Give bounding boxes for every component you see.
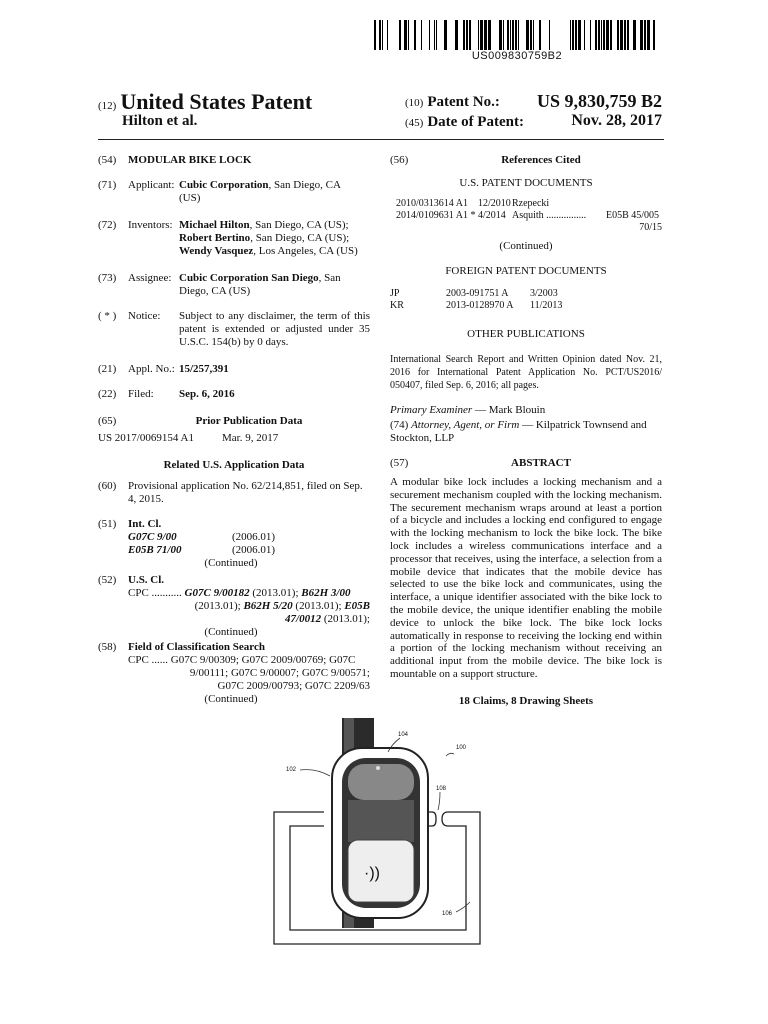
ref-label-100: 100 xyxy=(456,745,467,751)
header-rule xyxy=(98,139,664,140)
patent-number: US 9,830,759 B2 xyxy=(536,91,662,111)
patent-no-label: Patent No.: xyxy=(427,94,500,110)
doc-name: Rzepecki xyxy=(512,198,550,209)
attorney-label: Attorney, Agent, or Firm xyxy=(411,419,520,431)
barcode-bar xyxy=(595,20,597,50)
cpc-class: B62H 3/00 xyxy=(301,587,351,599)
ref-label-108: 108 xyxy=(436,786,447,792)
field-label: Assignee: xyxy=(128,272,172,284)
applicant-country: (US) xyxy=(179,192,201,204)
assignee-field xyxy=(98,272,370,298)
cpc-class: 47/0012 xyxy=(285,613,322,625)
applicant-name: Cubic Corporation xyxy=(179,179,269,191)
provisional-field xyxy=(98,480,370,506)
assignee-location: , San xyxy=(318,272,341,284)
right-column xyxy=(390,154,662,708)
inventors-value xyxy=(179,219,358,258)
barcode-bar xyxy=(463,20,465,50)
prior-pub-date: Mar. 9, 2017 xyxy=(222,432,279,444)
date-label: Date of Patent: xyxy=(427,114,524,130)
field-code: (51) xyxy=(98,518,117,530)
int-cl-field xyxy=(98,518,370,531)
abstract-text: A modular bike lock includes a locking mechanism and a securement mechanism coupled with the locking mechanism. The securement mechanism wraps around at least a portion of a bicycle and includes a locking end configured to engage with the locking mechanism to lock the bike lock. The bike lock includes a wireless communications interface and a processor that receives, using the interface, a selection from a mobile device that indicates that the mobile device has selected to use the bike lock and communicates, using the interface, a unique identifier associated with the bike lock to the mobile device, the unique identifier enabling the mobile device to unlock the bike lock. The bike lock locks automatically in response to receiving the locking end within a portion of the locking mechanism without receiving an additional input from the mobile device. The bike lock is mountable on a support structure. xyxy=(390,476,662,680)
barcode-bar xyxy=(429,20,430,50)
claims-count: 18 Claims, 8 Drawing Sheets xyxy=(458,694,594,707)
cpc-version: (2013.01); xyxy=(292,600,345,612)
patent-number-line xyxy=(405,93,500,111)
field-code: (72) xyxy=(98,219,117,231)
int-cl-continued: (Continued) xyxy=(204,557,258,569)
int-cl-class: E05B 71/00 xyxy=(128,544,182,556)
barcode-bar xyxy=(549,20,550,50)
prior-pub-row xyxy=(98,432,370,445)
us-docs-continued: (Continued) xyxy=(499,240,553,252)
barcode-bar xyxy=(620,20,623,50)
barcode-bar xyxy=(444,20,447,50)
field-search-field xyxy=(98,641,370,654)
field-code: (21) xyxy=(98,363,117,375)
field-search-line: G07C 2009/00793; G07C 2209/63 xyxy=(217,680,370,692)
doc-number: 2003-091751 A xyxy=(446,288,509,299)
barcode-bar xyxy=(590,20,591,50)
applicant-value xyxy=(179,179,341,205)
field-label: Int. Cl. xyxy=(128,518,162,530)
attorney-name: — Kilpatrick Townsend and Stockton, LLP xyxy=(390,419,647,444)
inventor-name: Wendy Vasquez xyxy=(179,245,254,257)
us-cl-cpc xyxy=(98,587,370,626)
applicant-field xyxy=(98,179,370,205)
barcode-bar xyxy=(478,20,479,50)
doc-date: 12/2010 xyxy=(478,198,511,209)
field-code: ( * ) xyxy=(98,310,117,322)
field-label: Field of Classification Search xyxy=(128,641,265,653)
other-pubs-text: International Search Report and Written Opinion dated Nov. 21, 2016 for International Patent Application No. PCT/US2016/ 050407, filed Sep. 6, 2016; all pages. xyxy=(390,354,662,391)
barcode-bar xyxy=(503,20,504,50)
barcode-bar xyxy=(387,20,388,50)
applicant-location: , San Diego, CA xyxy=(268,179,341,191)
other-pubs-heading: OTHER PUBLICATIONS xyxy=(467,328,585,340)
barcode-bar xyxy=(575,20,577,50)
doc-name: Asquith ................ xyxy=(512,210,587,221)
field-label: Appl. No.: xyxy=(128,363,175,375)
field-code: (73) xyxy=(98,272,117,284)
field-code: (74) xyxy=(390,419,409,431)
examiner-line xyxy=(390,404,662,417)
field-label: Inventors: xyxy=(128,219,173,231)
field-code: (56) xyxy=(390,154,409,166)
barcode-bar xyxy=(379,20,381,50)
barcode-bar xyxy=(507,20,509,50)
assignee-name: Cubic Corporation San Diego xyxy=(179,272,319,284)
field-label: U.S. Cl. xyxy=(128,574,165,586)
foreign-docs-list xyxy=(390,288,662,312)
barcode-bar xyxy=(640,20,643,50)
cpc-version: (2013.01); xyxy=(249,587,302,599)
field-search-lines xyxy=(98,654,370,693)
filed-value: Sep. 6, 2016 xyxy=(179,388,235,400)
barcode-bar xyxy=(484,20,487,50)
patent-no-code: (10) xyxy=(405,97,424,109)
field-code: (58) xyxy=(98,641,117,653)
doc-number: 2013-0128970 A xyxy=(446,300,514,311)
barcode-bar xyxy=(434,20,435,50)
field-code: (52) xyxy=(98,574,117,586)
wireless-icon: ·)) xyxy=(364,865,380,882)
attorney-line xyxy=(390,419,662,445)
inventors-short: Hilton et al. xyxy=(122,113,198,129)
field-search-continued: (Continued) xyxy=(204,693,258,705)
barcode-bar xyxy=(603,20,605,50)
barcode xyxy=(374,20,660,50)
barcode-bar xyxy=(572,20,574,50)
prior-pub-number: US 2017/0069154 A1 xyxy=(98,432,194,444)
doc-date: 4/2014 xyxy=(478,210,506,221)
int-cl-version: (2006.01) xyxy=(232,544,276,556)
filed-field xyxy=(98,388,370,401)
barcode-bar xyxy=(530,20,532,50)
front-drawing xyxy=(260,712,520,962)
cpc-version: (2013.01); xyxy=(194,600,244,612)
barcode-bar xyxy=(455,20,458,50)
publication-type: United States Patent xyxy=(120,89,313,114)
indicator-light xyxy=(376,766,380,770)
publication-type-line xyxy=(98,89,312,115)
provisional-text: Provisional application No. 62/214,851, filed on Sep. 4, 2015. xyxy=(128,480,363,505)
doc-class: E05B 45/005 xyxy=(606,210,660,221)
us-doc-row xyxy=(396,198,662,210)
ref-label-102: 102 xyxy=(286,767,297,773)
doc-class-2: 70/15 xyxy=(639,222,662,233)
doc-date: 3/2003 xyxy=(530,288,558,299)
left-column xyxy=(98,154,370,706)
barcode-bar xyxy=(488,20,491,50)
us-cl-continued: (Continued) xyxy=(204,626,258,638)
leader-108 xyxy=(438,792,440,810)
barcode-bar xyxy=(512,20,514,50)
barcode-bar xyxy=(610,20,612,50)
barcode-bar xyxy=(584,20,585,50)
barcode-bar xyxy=(570,20,571,50)
inventors-field xyxy=(98,219,370,258)
int-cl-version: (2006.01) xyxy=(232,531,276,543)
field-label: Applicant: xyxy=(128,179,175,191)
appl-no-field xyxy=(98,363,370,376)
cpc-class: G07C 9/00182 xyxy=(184,587,250,599)
field-code: (60) xyxy=(98,480,117,492)
field-code: (54) xyxy=(98,154,117,166)
field-label: Notice: xyxy=(128,310,161,322)
field-label: Filed: xyxy=(128,388,154,400)
notice-field xyxy=(98,310,370,349)
prior-pub-heading: Prior Publication Data xyxy=(195,415,303,427)
doc-country: JP xyxy=(390,288,400,299)
field-code: (22) xyxy=(98,388,117,400)
cpc-prefix: CPC ........... xyxy=(128,587,182,599)
barcode-bar xyxy=(408,20,409,50)
notice-text: Subject to any disclaimer, the term of this patent is extended or adjusted under 35 U.S.C. 154(b) by 0 days. xyxy=(179,310,370,348)
pub-code: (12) xyxy=(98,100,117,112)
barcode-bar xyxy=(436,20,437,50)
ref-label-106: 106 xyxy=(442,911,453,917)
barcode-bar xyxy=(601,20,602,50)
field-code: (71) xyxy=(98,179,117,191)
barcode-bar xyxy=(526,20,529,50)
barcode-bar xyxy=(624,20,626,50)
barcode-bar xyxy=(515,20,517,50)
refs-heading-row xyxy=(390,154,662,167)
date-code: (45) xyxy=(405,117,424,129)
inventor-location: , San Diego, CA (US); xyxy=(250,232,350,244)
barcode-bar xyxy=(469,20,471,50)
examiner-name: — Mark Blouin xyxy=(472,404,546,416)
barcode-bar xyxy=(617,20,619,50)
us-docs-list xyxy=(390,198,662,234)
patent-date: Nov. 28, 2017 xyxy=(571,112,662,129)
us-doc-row xyxy=(396,210,662,222)
barcode-bar xyxy=(466,20,468,50)
barcode-bar xyxy=(518,20,519,50)
lock-middle-panel xyxy=(348,800,414,842)
lock-top-panel xyxy=(348,764,414,800)
inventor-location: , San Diego, CA (US); xyxy=(249,219,349,231)
title-field xyxy=(98,154,370,167)
int-cl-class: G07C 9/00 xyxy=(128,531,177,543)
barcode-bar xyxy=(606,20,609,50)
barcode-bar xyxy=(578,20,581,50)
examiner-label: Primary Examiner xyxy=(390,404,473,416)
foreign-doc-row xyxy=(390,300,662,312)
barcode-bar xyxy=(533,20,534,50)
related-heading: Related U.S. Application Data xyxy=(163,459,305,471)
inventor-name: Michael Hilton xyxy=(179,219,250,231)
barcode-bar xyxy=(499,20,502,50)
barcode-bar xyxy=(510,20,511,50)
inventor-name: Robert Bertino xyxy=(179,232,251,244)
abstract-heading: ABSTRACT xyxy=(511,457,571,469)
barcode-bar xyxy=(647,20,650,50)
leader-106 xyxy=(456,902,470,912)
cpc-class: B62H 5/20 xyxy=(243,600,293,612)
us-docs-heading: U.S. PATENT DOCUMENTS xyxy=(459,177,593,189)
refs-heading: References Cited xyxy=(501,154,581,166)
date-line xyxy=(405,113,524,131)
barcode-bar xyxy=(421,20,422,50)
leader-102 xyxy=(300,770,330,776)
barcode-number: US009830759B2 xyxy=(471,50,563,62)
us-cl-field xyxy=(98,574,370,587)
cpc-version: (2013.01); xyxy=(321,613,370,625)
doc-number: 2010/0313614 A1 xyxy=(396,198,468,209)
doc-number: 2014/0109631 A1 * xyxy=(396,210,476,221)
barcode-bar xyxy=(627,20,629,50)
field-code: (57) xyxy=(390,457,409,469)
field-code: (65) xyxy=(98,415,117,427)
barcode-bar xyxy=(404,20,407,50)
assignee-value xyxy=(179,272,341,298)
invention-title: MODULAR BIKE LOCK xyxy=(128,154,252,166)
inventor-location: , Los Angeles, CA (US) xyxy=(253,245,358,257)
abstract-heading-row xyxy=(390,457,662,470)
appl-no-value: 15/257,391 xyxy=(179,363,229,375)
int-cl-items xyxy=(98,531,370,557)
field-search-line: 9/00111; G07C 9/00007; G07C 9/00571; xyxy=(189,667,370,679)
ref-label-104: 104 xyxy=(398,732,409,738)
barcode-bar xyxy=(382,20,383,50)
barcode-bar xyxy=(539,20,541,50)
doc-country: KR xyxy=(390,300,404,311)
barcode-bar xyxy=(653,20,655,50)
assignee-location-2: Diego, CA (US) xyxy=(179,285,251,297)
foreign-docs-heading: FOREIGN PATENT DOCUMENTS xyxy=(445,265,607,277)
cpc-class: E05B xyxy=(344,600,370,612)
barcode-bar xyxy=(644,20,646,50)
barcode-bar xyxy=(374,20,376,50)
barcode-bar xyxy=(480,20,483,50)
prior-pub-field xyxy=(98,415,370,428)
lock-face xyxy=(348,840,414,902)
barcode-bar xyxy=(399,20,401,50)
field-search-line: CPC ...... G07C 9/00309; G07C 2009/00769; G07C xyxy=(128,654,356,666)
doc-date: 11/2013 xyxy=(530,300,563,311)
leader-100 xyxy=(446,753,454,756)
barcode-bar xyxy=(598,20,600,50)
barcode-bar xyxy=(633,20,636,50)
barcode-bar xyxy=(414,20,416,50)
foreign-doc-row xyxy=(390,288,662,300)
